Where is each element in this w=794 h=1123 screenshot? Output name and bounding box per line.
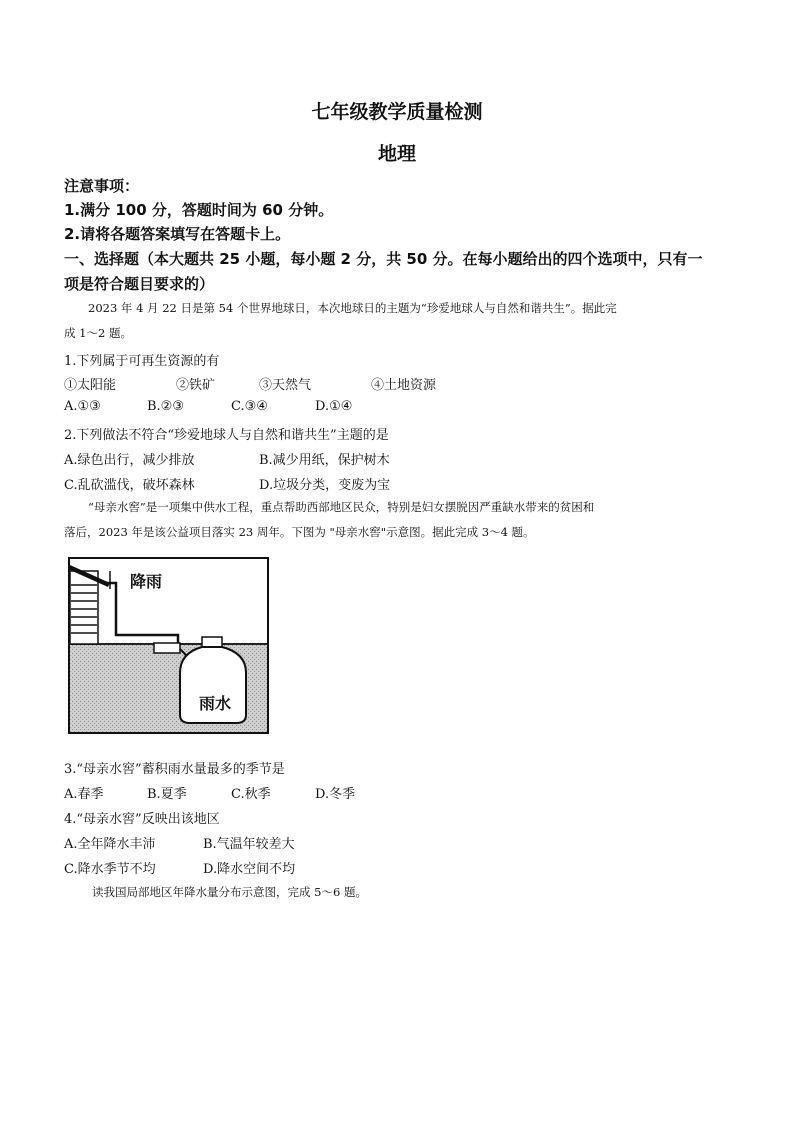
q4-option-a: A.全年降水丰沛 <box>64 837 156 852</box>
q3-option-a: A.春季 <box>64 787 104 802</box>
q2-option-c: C.乱砍滥伐，破坏森林 <box>64 478 195 493</box>
house-wall <box>70 571 98 644</box>
notes-heading: 注意事项： <box>64 177 140 195</box>
q3-stem: 3.“母亲水窖”蓄积雨水量最多的季节是 <box>64 762 285 777</box>
q2-option-a: A.绿色出行，减少排放 <box>64 453 195 468</box>
q1-option-c: C.③④ <box>231 399 268 414</box>
q1-option-a: A.①③ <box>64 399 101 414</box>
q3-option-d: D.冬季 <box>315 787 356 802</box>
passage2-line2: 落后，2023 年是该公益项目落实 23 周年。下图为 "母亲水窖"示意图。据此完成 3～4 题。 <box>64 525 535 539</box>
q1-item-3: ③天然气 <box>259 378 312 393</box>
subject-title: 地理 <box>377 143 416 165</box>
note-item-1: 1.满分 100 分，答题时间为 60 分钟。 <box>64 201 334 219</box>
q1-option-d: D.①④ <box>315 399 353 414</box>
q4-option-c: C.降水季节不均 <box>64 862 156 877</box>
q4-option-d: D.降水空间不均 <box>203 862 296 877</box>
q4-option-b: B.气温年较差大 <box>203 837 295 852</box>
passage1-line2: 成 1～2 题。 <box>64 326 132 340</box>
tank-label: 雨水 <box>199 694 232 713</box>
page-title: 七年级教学质量检测 <box>311 101 483 123</box>
q1-item-1: ①太阳能 <box>64 378 117 393</box>
q3-option-c: C.秋季 <box>231 787 271 802</box>
passage2-line1: “母亲水窖”是一项集中供水工程，重点帮助西部地区民众，特别是妇女摆脱因严重缺水带来的贫困和 <box>88 500 595 514</box>
q3-option-b: B.夏季 <box>147 787 187 802</box>
q2-option-b: B.减少用纸，保护树木 <box>259 453 390 468</box>
q2-stem: 2.下列做法不符合“珍爱地球人与自然和谐共生”主题的是 <box>64 428 389 443</box>
note-item-2: 2.请将各题答案填写在答题卡上。 <box>64 225 291 243</box>
passage1-line1: 2023 年 4 月 22 日是第 54 个世界地球日，本次地球日的主题为“珍爱地球人与自然和谐共生”。据此完 <box>88 301 617 315</box>
q2-option-d: D.垃圾分类，变废为宝 <box>259 478 391 493</box>
section-heading-line1: 一、选择题（本大题共 25 小题，每小题 2 分，共 50 分。在每小题给出的四个选项中，只有一 <box>64 250 703 268</box>
rain-label: 降雨 <box>130 572 163 591</box>
section-heading-line2: 项是符合题目要求的） <box>64 275 215 293</box>
mother-water-cellar-diagram <box>68 557 270 739</box>
passage3-line1: 读我国局部地区年降水量分布示意图，完成 5～6 题。 <box>92 885 367 899</box>
q1-stem: 1.下列属于可再生资源的有 <box>64 354 220 369</box>
q1-option-b: B.②③ <box>147 399 184 414</box>
q4-stem: 4.“母亲水窖”反映出该地区 <box>64 812 220 827</box>
q1-item-2: ②铁矿 <box>176 378 216 393</box>
q1-item-4: ④土地资源 <box>371 378 437 393</box>
